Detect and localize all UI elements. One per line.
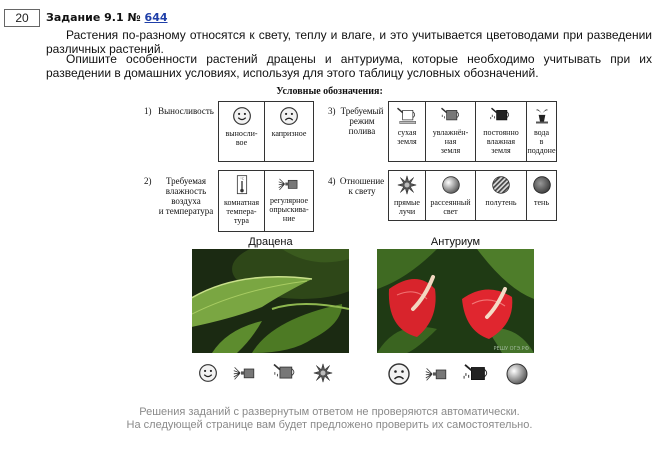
legend-caption: увлажнён- ная земля [432,128,469,155]
watering-can-wet-icon [463,362,491,386]
watering-can-moist-icon [440,106,462,125]
partial-shade-icon [491,175,511,195]
legend-cell [219,171,265,231]
legend-caption: прямые лучи [394,198,420,216]
legend-caption: полутень [485,198,517,207]
sprayer-icon [233,363,257,383]
sad-face-icon [279,106,299,126]
legend-cell [265,171,313,231]
sprayer-icon [278,175,300,193]
sprayer-icon [425,364,449,384]
anthurium-photo [377,249,534,353]
legend-title: Условные обозначения: [276,86,383,97]
watering-can-dry-icon [396,106,418,125]
dracaena-photo [192,249,349,353]
smiley-face-icon [232,106,252,126]
anthurium-icons [387,362,529,386]
note-line-2: На следующей странице вам будет предложено проверить их самостоятельно. [126,419,533,431]
legend-cell [389,102,426,161]
sad-face-icon [387,362,411,386]
legend-cell [389,171,426,220]
legend-cat4-num: 4) [328,176,336,186]
legend-caption: постоянно влажная земля [483,128,519,155]
legend-cat2-num: 2) [144,176,152,186]
pot-in-tray-icon [534,106,550,125]
dracaena-title: Драцена [248,236,293,248]
task-title-prefix: Задание 9.1 № [46,11,141,24]
legend-caption: сухая земля [397,128,417,146]
diffused-light-icon [441,175,461,195]
anthurium-title: Антуриум [430,236,481,248]
legend-cat1-label: Выносливость [158,106,214,116]
legend-cell [476,102,527,161]
legend-caption: выносли- вое [225,129,258,147]
legend-cat3-num: 3) [328,106,336,116]
diffused-light-icon [505,362,529,386]
watering-can-wet-icon [490,106,512,125]
legend-cell [527,102,556,161]
watering-can-moist-icon [272,362,298,384]
legend-cat4-label: Отношение к свету [339,176,385,196]
task-title [46,11,168,24]
thermometer-icon [234,175,250,195]
site-watermark: РЕШУ ОГЭ.РФ [493,346,529,352]
legend-grid-watering [388,101,557,162]
legend-cell [426,102,476,161]
legend-grid-humidity [218,170,314,232]
shade-icon [532,175,552,195]
note-line-1: Решения заданий с развернутым ответом не проверяются автоматически. [139,406,520,418]
task-paragraph-1: Растения по-разному относятся к свету, теплу и влаге, и это учитывается цветоводами при разведении различных растений. [46,28,652,56]
legend-cell [527,171,556,220]
legend-caption: капризное [271,129,307,138]
smiley-face-icon [198,363,218,383]
legend-caption: комнатная темпера- тура [223,198,260,225]
legend-caption: рассеянный свет [430,198,471,216]
legend-cat3-label: Требуемый режим полива [340,106,384,136]
legend-caption: вода в поддоне [527,128,556,155]
dracaena-icons [198,362,333,384]
task-paragraph-2: Опишите особенности растений драцены и антуриума, которые необходимо учитывать при их разведении в домашних условиях, используя для этого таблицу условных обозначений. [46,52,652,80]
task-number-badge: 20 [4,9,40,27]
legend-cell [219,102,265,161]
legend-cell [476,171,527,220]
legend-cat1-num: 1) [144,106,152,116]
legend-grid-endurance [218,101,314,162]
direct-sun-icon [397,175,417,195]
legend-caption: регулярное опрыскива- ние [269,196,309,223]
direct-sun-icon [313,363,333,383]
task-link[interactable]: 644 [144,11,168,24]
legend-grid-light [388,170,557,221]
legend-cat2-label: Требуемая влажность воздуха и температура [158,176,214,216]
legend-cell [265,102,313,161]
legend-caption: тень [534,198,549,207]
legend-cell [426,171,476,220]
